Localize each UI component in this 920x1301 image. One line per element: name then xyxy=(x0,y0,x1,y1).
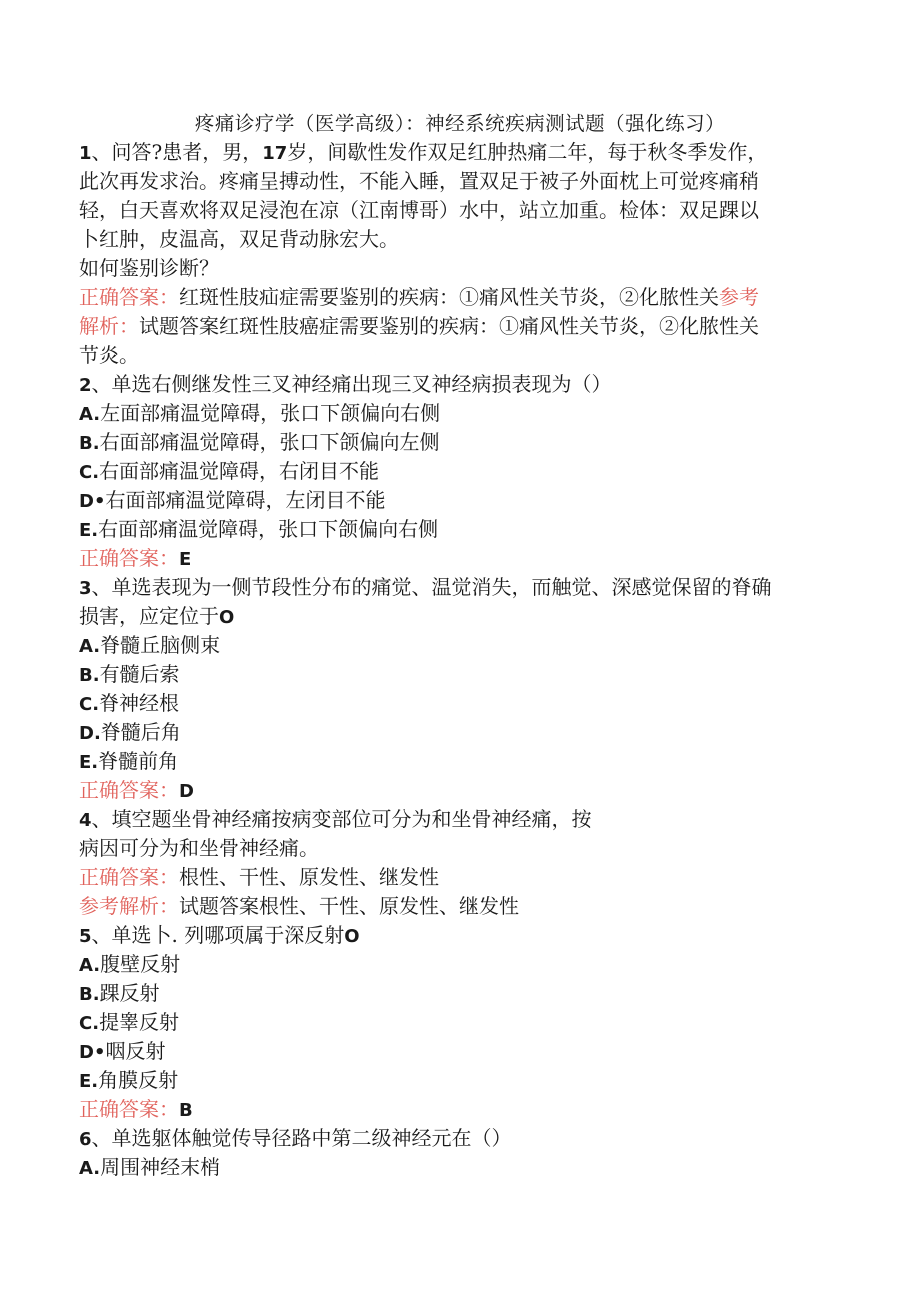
document-title: 疼痛诊疗学（医学高级）：神经系统疾病测试题（强化练习） xyxy=(194,112,726,135)
q1-analysis-text: 试题答案红斑性肢癌症需要鉴别的疾病：①痛风性关节炎，②化脓性关 xyxy=(139,314,759,338)
q3-stem: 3、单选表现为一侧节段性分布的痛觉、温觉消失，而触觉、深感觉保留的脊确 xyxy=(79,575,772,599)
q1-stem: 问答?患者，男， xyxy=(111,140,263,164)
q5-answer xyxy=(79,1095,839,1124)
q1-stem-line1: 1、问答?患者，男，17岁，间歇性发作双足红肿热痛二年，每于秋冬季发作， xyxy=(79,140,768,164)
q4-answer-value: 根性、干性、原发性、继发性 xyxy=(179,865,439,889)
q1-analysis xyxy=(79,312,839,341)
q4-stem-cont: 病因可分为和坐骨神经痛。 xyxy=(79,836,319,860)
q3-option-d: D.脊髓后角 xyxy=(79,720,181,744)
q2-answer xyxy=(79,544,839,573)
q2-number: 2 xyxy=(79,375,92,396)
q1-analysis-cont: 节炎。 xyxy=(79,343,139,367)
analysis-label: 参考解析： xyxy=(79,894,179,918)
q4-stem: 4、填空题坐骨神经痛按病变部位可分为和坐骨神经痛，按 xyxy=(79,807,592,831)
q5-option-c: C.提睾反射 xyxy=(79,1010,180,1034)
q3-stem-cont: 损害，应定位于O xyxy=(79,604,235,628)
q3-option-b: B.有髓后索 xyxy=(79,662,180,686)
q1-stem-line2: 此次再发求治。疼痛呈搏动性，不能入睡，置双足于被子外面枕上可觉疼痛稍 xyxy=(79,169,759,193)
q5-number: 5 xyxy=(79,926,92,947)
answer-label: 正确答案： xyxy=(79,778,179,802)
q5-option-d: D•咽反射 xyxy=(79,1039,166,1063)
q5-option-e: E.角膜反射 xyxy=(79,1068,179,1092)
q1-age: 17 xyxy=(262,143,288,164)
q3-option-c: C.脊神经根 xyxy=(79,691,180,715)
q5-option-b: B.踝反射 xyxy=(79,981,160,1005)
q1-stem-line4: 卜红肿，皮温高，双足背动脉宏大。 xyxy=(79,227,399,251)
q6-number: 6 xyxy=(79,1129,92,1150)
q2-option-e: E.右面部痛温觉障碍，张口下颌偏向右侧 xyxy=(79,517,439,541)
q3-option-a: A.脊髓丘脑侧束 xyxy=(79,633,221,657)
q6-stem: 6、单选躯体触觉传导径路中第二级神经元在（） xyxy=(79,1126,512,1150)
q3-option-e: E.脊髓前角 xyxy=(79,749,179,773)
answer-label: 正确答案： xyxy=(79,1097,179,1121)
answer-label: 正确答案： xyxy=(79,285,179,309)
q2-option-d: D•右面部痛温觉障碍，左闭目不能 xyxy=(79,488,386,512)
answer-label: 正确答案： xyxy=(79,546,179,570)
answer-label: 正确答案： xyxy=(79,865,179,889)
q2-answer-value: E xyxy=(179,549,192,570)
q3-answer-value: D xyxy=(179,781,194,802)
q5-stem: 5、单选卜. 列哪项属于深反射O xyxy=(79,923,360,947)
q4-analysis xyxy=(79,892,839,921)
q2-option-a: A.左面部痛温觉障碍，张口下颌偏向右侧 xyxy=(79,401,441,425)
q4-analysis-text: 试题答案根性、干性、原发性、继发性 xyxy=(179,894,519,918)
q1-answer xyxy=(79,283,839,312)
question-list xyxy=(79,138,839,1182)
q5-option-a: A.腹壁反射 xyxy=(79,952,181,976)
q5-answer-value: B xyxy=(179,1100,193,1121)
q6-option-a: A.周围神经末梢 xyxy=(79,1155,221,1179)
analysis-label-end: 解析： xyxy=(79,314,139,338)
q1-stem-line3: 轻，白天喜欢将双足浸泡在凉（江南博哥）水中，站立加重。检体：双足踝以 xyxy=(79,198,759,222)
q3-number: 3 xyxy=(79,578,92,599)
q3-answer xyxy=(79,776,839,805)
q4-answer xyxy=(79,863,839,892)
q4-number: 4 xyxy=(79,810,92,831)
q1-answer-text: 红斑性肢疝症需要鉴别的疾病：①痛风性关节炎，②化脓性关 xyxy=(179,285,719,309)
q2-option-b: B.右面部痛温觉障碍，张口下颌偏向左侧 xyxy=(79,430,440,454)
q1-number: 1 xyxy=(79,143,92,164)
analysis-label-start: 参考 xyxy=(719,285,759,309)
q2-stem: 2、单选右侧继发性三叉神经痛出现三叉神经病损表现为（） xyxy=(79,372,612,396)
q2-option-c: C.右面部痛温觉障碍，右闭目不能 xyxy=(79,459,380,483)
q1-question: 如何鉴别诊断？ xyxy=(79,256,219,280)
